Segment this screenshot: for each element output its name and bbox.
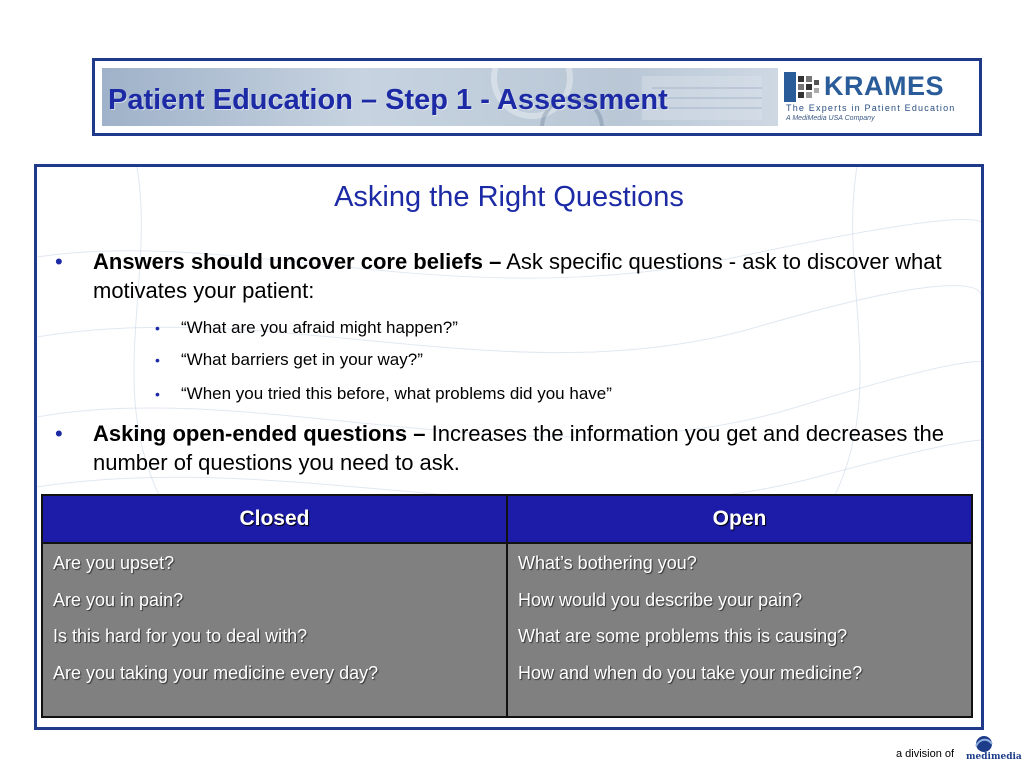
- closed-questions-cell: [43, 544, 508, 716]
- medimedia-swirl-icon: [962, 734, 996, 754]
- bullet-bold: Asking open-ended questions –: [93, 421, 426, 446]
- open-question: How and when do you take your medicine?: [518, 662, 863, 683]
- brand-subtitle: A MediMedia USA Company: [786, 115, 875, 122]
- table-header-closed: Closed: [43, 496, 508, 544]
- bullet-dot-icon: •: [155, 320, 160, 336]
- open-question: What’s bothering you?: [518, 553, 697, 573]
- bullet-text: [93, 419, 973, 477]
- bullet-dot-icon: •: [55, 421, 63, 446]
- open-question: What are some problems this is causing?: [518, 626, 848, 646]
- questions-table: [41, 494, 973, 718]
- page-title: Patient Education – Step 1 - Assessment: [108, 84, 668, 116]
- header-banner: [92, 58, 982, 136]
- bullet-bold: Answers should uncover core beliefs –: [93, 249, 502, 274]
- bullet-text: [93, 247, 973, 305]
- bullet-body: Ask specific questions - ask to discover what motivates your patient:: [93, 249, 942, 303]
- table-header-open: Open: [508, 496, 971, 544]
- brand-tagline: The Experts in Patient Education: [786, 103, 956, 113]
- brand-name: KRAMES: [824, 71, 945, 101]
- header-image-strip: [102, 68, 972, 126]
- krames-logo: [778, 68, 972, 126]
- closed-question: Are you taking your medicine every day?: [53, 662, 379, 683]
- open-questions-cell: [508, 544, 971, 716]
- bullet-dot-icon: •: [55, 249, 63, 274]
- closed-question: Are you upset?: [53, 553, 175, 573]
- footer-division-text: a division of: [896, 748, 955, 760]
- slide-title: Asking the Right Questions: [334, 181, 684, 213]
- krames-mark-icon: [784, 72, 820, 102]
- footer-brand: medimedia: [966, 752, 1022, 762]
- sub-bullet-text: “What are you afraid might happen?”: [181, 318, 458, 337]
- bullet-dot-icon: •: [155, 386, 160, 402]
- closed-question: Is this hard for you to deal with?: [53, 626, 308, 646]
- bullet-dot-icon: •: [155, 352, 160, 368]
- sub-bullet-text: “What barriers get in your way?”: [181, 350, 423, 369]
- open-question: How would you describe your pain?: [518, 589, 803, 610]
- closed-question: Are you in pain?: [53, 589, 184, 610]
- bullet-body: Increases the information you get and decreases the number of questions you need to ask.: [93, 421, 945, 475]
- sub-bullet-text: “When you tried this before, what problems did you have”: [181, 384, 612, 403]
